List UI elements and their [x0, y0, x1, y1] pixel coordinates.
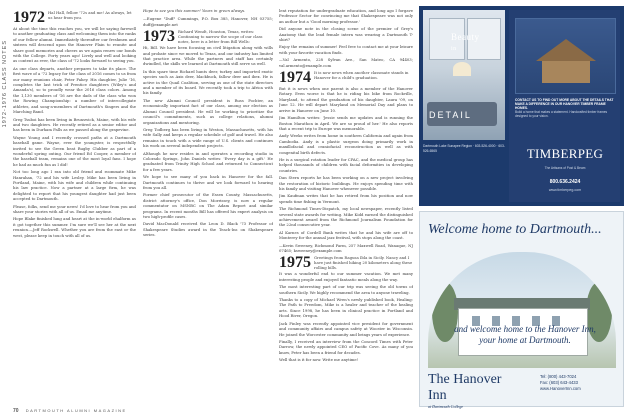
class-year: 1974 — [279, 69, 311, 87]
ad-welcome-subheading: and welcome home to the Hanover Inn, your home at Dartmouth. — [454, 324, 596, 345]
class-note-paragraph: Hi, Bill. We have been focusing on civil litigation along with wills and probate since we moved to Texas, and our industry has limited that practice area. While the partners and staff has certainly dwindled, the skills we learned at Dartmouth still serve us well. — [143, 45, 273, 67]
timberpeg-logo: TIMBERPEG — [526, 146, 604, 161]
inn-contact-block — [540, 374, 620, 392]
class-notes-column-3 — [279, 8, 413, 406]
class-note-paragraph: Former chief prosecutor of the Essex County, Massachusetts, district attorney's office, Don Morrissey, is now a regular commentator on MSNBC on The Adam Report and similar programs. In recent months Bill has offered his expert analysis on two high-profile cases. — [143, 192, 273, 219]
class-note-paragraph: Enjoy the remains of summer! Feel free to contact me at your leisure with your favorite vacation finds. — [279, 44, 413, 55]
section-label: 1972-1976 CLASS NOTES — [2, 40, 8, 128]
class-note-paragraph: Although he now resides in and operates a recording studio in Colorado Springs, John Daniels writes: 'Every day is a gift.' He graduated from Trinity High School and returned to Connecticut for a few years. — [143, 150, 273, 172]
class-note-aside: Hope to see you this summer! Yours in green always. — [143, 8, 246, 13]
inn-name: The Hanover Inn — [428, 372, 502, 403]
class-note-paragraph: —Eugene "Duff" Cummings, P.O. Box 385, Hanover, NH 03755; duff@example.net — [143, 16, 273, 27]
class-note-paragraph: Well that is it for now. Write me anytime! — [279, 357, 359, 363]
class-note-paragraph: In this spare time Richard hunts deer, turkey and imported exotic species such as Axis deer, blackbuck, fallow deer and ibex. He is active in the Quail Coalition, serving as one of the state directors and a member of its board. We recently took a trip to Africa with his family. — [143, 68, 273, 96]
class-notes-column-1 — [13, 8, 136, 406]
page-footer — [13, 408, 413, 418]
class-note-paragraph: Not too long ago I ran into old friend and roommate Mike Hanrahan, '72 and his wife Lesley. Mike has been living in Portland, Maine, with his wife and children while continuing his law practice. Now a partner at a large firm, he was delighted to report that his youngest daughter had just been accepted to Dartmouth. — [13, 169, 136, 202]
class-year-heading — [279, 255, 413, 270]
class-year: 1973 — [143, 28, 175, 46]
class-note-paragraph: But it is news when one parent is also a member of the Hanover Rotary. Even worse is that he is riding his bike from Rockville, Maryland, to attend the graduation of his daughter, Laura '09, on June 12. He will depart Maryland on Memorial Day and plans to arrive in Hanover on June 10. — [279, 86, 413, 113]
ad-body: Build a home that makes a statement. Handcrafted timber frames designed to your vision. — [515, 110, 608, 119]
class-note-paragraph: The Richmond Times-Dispatch, my local newspaper, recently listed several state awards for writing. Mike Kidd earned the distinguished achievement award from the Richmond Journalism Foundation for the 22nd consecutive year. — [279, 206, 413, 228]
section-label-strip — [2, 40, 11, 190]
class-note-paragraph: Andy Weeks writes from home in southern California and again from Cambodia. Andy is a plastic surgeon doing primarily work in maxillofacial and craniofacial reconstruction as well as with congenital birth defects. — [279, 133, 413, 155]
ad-brand-panel — [509, 10, 620, 202]
class-note-paragraph: Greg Tsuboi has been living in Brunswick, Maine, with his wife and two daughters. He recently retired as a senior editor and has been in Durham Falls as we passed along the grapevine. — [13, 116, 136, 133]
hanover-inn-logo — [428, 372, 518, 409]
class-note-paragraph: lent reputation for undergraduate education, and long ago I forgave Professor Sector for convincing me that Shakespeare was not only an author but a 'Good morning professor.' — [279, 8, 413, 24]
ad-detail-heading: DETAIL — [429, 110, 472, 120]
class-note-paragraph: As one class departs, another prepares to take its place. The first wave of a '72 legacy for the class of 2016 comes to us from our many reunions chair, Peter Fahey. His daughter, Julie '16, completes the last trick of Prentice daughters (Wiley's and Amanda's), so to proudly wear the 2016 class colors. Among the 1,130 members of '16 are the dads of the class who won the Rowing Championship: a number of intercollegiate athletes, and song-a-members of Dartmouth's Singers and the Marching Band. — [13, 65, 136, 115]
class-note-paragraph: Dan Stern reports he has been working on a new project involving the restoration of historic buildings. He enjoys spending time with his family and visiting Hanover whenever possible. — [279, 175, 413, 191]
class-note-paragraph: Please, folks, send me your news! I'd love to hear from you and share your stories with all of us. Email me anytime. — [13, 203, 136, 214]
class-note-paragraph: Greg Todberg has been living in Weston, Massachusetts, with his wife Sally and keeps a regular schedule of golf and travel. He also remains in touch with a wide range of U.S. clients and continues his work on several independent projects. — [143, 126, 273, 149]
inn-affiliation: at Dartmouth College — [428, 404, 464, 409]
class-year-heading — [13, 10, 136, 25]
class-year-heading — [279, 70, 413, 85]
timberpeg-advertisement[interactable] — [419, 6, 624, 206]
page-number: 70 — [13, 408, 19, 414]
class-note-paragraph: Did anyone note in the closing scene of the premier of Grey's Anatomy that the lead female intern was wearing a Dartmouth T-shirt? — [279, 26, 413, 43]
class-note-paragraph: Finally, I received an interview from the Concord Times with Peter Darrow, the newly appointed CEO of Pacific Cove. As many of you know, Peter has been a friend for decades. — [279, 338, 413, 355]
class-note-paragraph: The most interesting part of our trip was seeing the old towns of southern Sicily. We highly recommend the area to anyone traveling. — [279, 284, 413, 295]
class-note-paragraph: Jim Kaufman writes that he has retired from his position and now spends time fishing in Vermont. — [279, 193, 413, 204]
interior-photo — [423, 10, 505, 140]
class-year-heading — [143, 29, 273, 44]
class-year-lead: Greetings from Ragusa Ibla in Sicily. Nancy and I have just finished hiking 20 kilometers along these rolling hills. — [314, 255, 413, 271]
class-note-paragraph: —Kevin Sweeney, Richmond Farm, 257 Maxwell Road, Wanaque, NJ 07465; ksweeney@example.com — [279, 242, 413, 254]
class-note-paragraph: At about the time this reaches you, we will be saying farewell to another graduating class and welcoming them into the ranks of our fellow alumni. Immediately thereafter our freshmen and sixteen will descend upon the Hanover Plain to reunite and share good memories and cheers as we again renew our bonds with the College. Forty years ago! Lively and well and looking as content as ever, the class of '72 looks forward to seeing you. — [13, 26, 136, 64]
ad-welcome-headline: Welcome home to Dartmouth... — [428, 222, 602, 237]
hanover-inn-advertisement[interactable] — [419, 211, 624, 407]
inn-illustration — [428, 252, 616, 368]
timber-home-photo — [515, 18, 616, 94]
ad-headline: CONTACT US TO FIND OUT MORE ABOUT THE DETAILS THAT MAKE A DIFFERENCE IN OUR HANOVER TIMBER FRAME HOMES. — [515, 98, 614, 111]
class-notes-column-2 — [143, 8, 273, 406]
class-note-paragraph: He is a surgical rotation leader for CPAC, and the medical group has helped thousands of children with facial deformities in developing countries. — [279, 156, 413, 173]
inn-fax: Fax: (603) 643-4433 — [540, 380, 578, 385]
ad-website-link[interactable]: www.timberpeg.com — [548, 188, 582, 192]
class-note-paragraph: —Val Armento, 228 Sylvan Ave., San Mateo, CA 94403; val.armento@example.com — [279, 57, 413, 68]
class-year-lead: It is now news when another classmate stands in Hanover for a child's graduation. — [314, 70, 409, 81]
ad-tagline: The Artisans of Post & Beam — [544, 166, 586, 170]
inn-website-link[interactable]: www.HanoverInn.com — [540, 386, 581, 391]
class-note-paragraph: Wayne Young and I recently crossed paths at a Dartmouth baseball game. Wayne, ever the youngster, is respectfully invited to see the Green beat Rugby Clubber as part of a wonderful spring outing. Our friend Ed Cooper, a member of the baseball team, remains one of the most loyal fans. I hope he had as much fun as I did! — [13, 134, 136, 167]
class-year: 1975 — [279, 254, 311, 272]
class-note-paragraph: It was a wonderful end to our summer vacation. We met many interesting people and enjoyed fantastic meals along the way. — [279, 271, 413, 282]
class-note-paragraph: Jim Hamilton writes: 'Jessie sends me updates and is running the Boston Marathon in April. We are so proud of her.' He also reports that a recent trip to Europe was memorable. — [279, 115, 413, 131]
class-note-paragraph: David MacDonald received the Leon D. Black '73 Professor of Shakespeare Studies award in the Teach-Ins on Shakespeare series. — [143, 221, 273, 238]
class-note-paragraph: Hope Blake finished lung and heart at the in-world ehalform as it got together this summer. I'm sure we'll see her at the next reunion.—Jeff Rockwell. Whether you are from the east or the west, please keep in touch with all of us. — [13, 216, 136, 238]
class-year: 1972 — [13, 9, 45, 26]
class-note-paragraph: We hope to see many of you back in Hanover for the fall. Dartmouth continues to thrive and we look forward to hearing from you all. — [143, 174, 273, 190]
class-note-paragraph: The new Alumni Council president is Russ Pochter, an economically important fact of our class, among our election as Alumni Council president. He will be working to prioritize the council's commitments, such as college relations, alumni organizations and mentoring. — [143, 97, 273, 125]
class-note-paragraph: Thanks to a copy of Michael Wren's newly published book, Healing: The Path to Freedom, Mike is a healer and teacher of the healing arts. Since 1998, he has been in clinical practice in Portland and Hood River, Oregon. — [279, 297, 413, 319]
class-note-paragraph: Jack Finley was recently appointed vice president for government and community affairs and campus safety at Wooster in Wisconsin. He joined the Worcester community and brings years of experience. — [279, 320, 413, 337]
ad-beauty-heading: Beauty in — [451, 32, 480, 52]
ad-phone[interactable]: 800.636.2424 — [549, 179, 581, 185]
magazine-name: DARTMOUTH ALUMNI MAGAZINE — [25, 408, 127, 413]
class-year-lead: Richard Wendt, Houston, Texas, writes: Continuing to narrow the scope of our class notes, here is a letter from Bill Wells: — [178, 29, 263, 45]
class-year-lead: Hal Hall, fellow '72s and me! As always, let us hear from you. — [48, 10, 132, 20]
ad-contact-info: Dartmouth Lake Sunapee Region · 603-526-4000 · 603-526-6565 — [423, 144, 505, 153]
inn-telephone[interactable]: Tel: (800) 443-7024 — [540, 374, 577, 379]
class-note-paragraph: Al Karnes of Cordell Bank writes that he and his wife are off to Monterey for the annual jazz festival, with stops along the coast. — [279, 229, 413, 241]
